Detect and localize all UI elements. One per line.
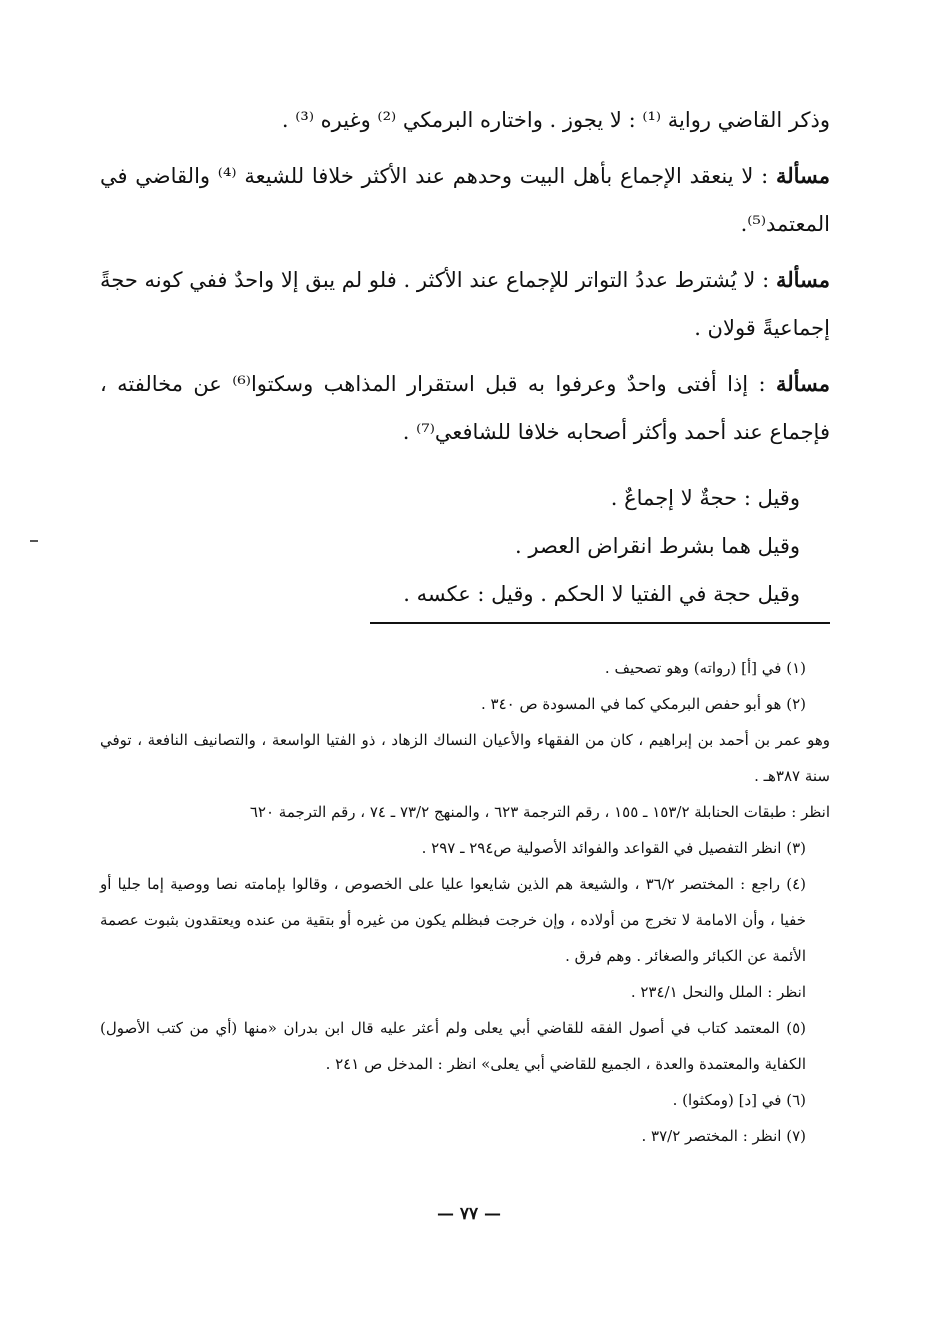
footnote-2: (٢) هو أبو حفص البرمكي كما في المسودة ص ٣٤٠ . xyxy=(480,695,806,713)
paragraph-2-text: : لا ينعقد الإجماع بأهل البيت وحدهم عند الأكثر خلافا للشيعة ⁽⁴⁾ والقاضي في المعتمد⁽⁵⁾. xyxy=(100,164,830,236)
footnote-1: (١) في [أ] (رواته) وهو تصحيف . xyxy=(604,659,806,677)
footnote-7: (٧) انظر : المختصر ٣٧/٢ . xyxy=(641,1127,806,1145)
paragraph-3-text: : لا يُشترط عددُ التواتر للإجماع عند الأكثر . فلو لم يبق إلا واحدٌ ففي كونه حجةً إجماعيةً قولان . xyxy=(100,268,830,340)
qila-line-1: وقيل : حجةٌ لا إجماعٌ . xyxy=(610,486,800,510)
footnote-4-ref: انظر : الملل والنحل ٢٣٤/١ . xyxy=(630,983,806,1001)
footnotes xyxy=(100,650,830,1154)
masala-term: مسألة xyxy=(775,267,830,292)
masala-term: مسألة xyxy=(775,371,830,396)
paragraph-3 xyxy=(100,256,830,352)
qila-line-3: وقيل حجة في الفتيا لا الحكم . وقيل : عكسه . xyxy=(403,582,800,606)
footnote-separator xyxy=(370,622,830,624)
footnote-4: (٤) راجع : المختصر ٣٦/٢ ، والشيعة هم الذين شايعوا عليا على الخصوص ، وقالوا بإمامته نصا ووصية إما جليا أو خفيا ، وأن الامامة لا تخرج من أولاده ، وإن خرجت فبظلم يكون من غيره أو بتقية من عنده ويعتقدون بثبوت عصمة الأئمة عن الكبائر والصغائر . وهم فرق . xyxy=(100,875,806,965)
footnote-3: (٣) انظر التفصيل في القواعد والفوائد الأصولية ص٢٩٤ ـ ٢٩٧ . xyxy=(421,839,806,857)
paragraph-1: وذكر القاضي رواية ⁽¹⁾ : لا يجوز . واختاره البرمكي ⁽²⁾ وغيره ⁽³⁾ . xyxy=(281,108,830,132)
footnote-2-refs: انظر : طبقات الحنابلة ١٥٣/٢ ـ ١٥٥ ، رقم الترجمة ٦٢٣ ، والمنهج ٧٣/٢ ـ ٧٤ ، رقم الترجمة ٦٢٠ xyxy=(249,803,830,821)
footnote-6: (٦) في [د] (ومكثوا) . xyxy=(672,1091,806,1109)
scan-mark xyxy=(30,540,38,542)
paragraph-4-text: : إذا أفتى واحدٌ وعرفوا به قبل استقرار المذاهب وسكتوا⁽⁶⁾ عن مخالفته ، فإجماع عند أحمد وأكثر أصحابه خلافا للشافعي⁽⁷⁾ . xyxy=(100,372,830,444)
paragraph-4 xyxy=(100,360,830,456)
main-text xyxy=(100,0,830,618)
paragraph-2 xyxy=(100,152,830,248)
page-number: — ٧٧ — xyxy=(436,1204,502,1224)
footnote-5: (٥) المعتمد كتاب في أصول الفقه للقاضي أبي يعلى ولم أعثر عليه قال ابن بدران «منها (أي من كتب الأصول) الكفاية والمعتمدة والعدة ، الجميع للقاضي أبي يعلى» انظر : المدخل ص ٢٤١ . xyxy=(100,1019,806,1073)
qila-line-2: وقيل هما بشرط انقراض العصر . xyxy=(515,534,800,558)
masala-term: مسألة xyxy=(775,163,830,188)
footnote-2-bio: وهو عمر بن أحمد بن إبراهيم ، كان من الفقهاء والأعيان النساك الزهاد ، ذو الفتيا الواسعة ، والتصانيف النافعة ، توفي سنة ٣٨٧هـ . xyxy=(100,731,830,785)
